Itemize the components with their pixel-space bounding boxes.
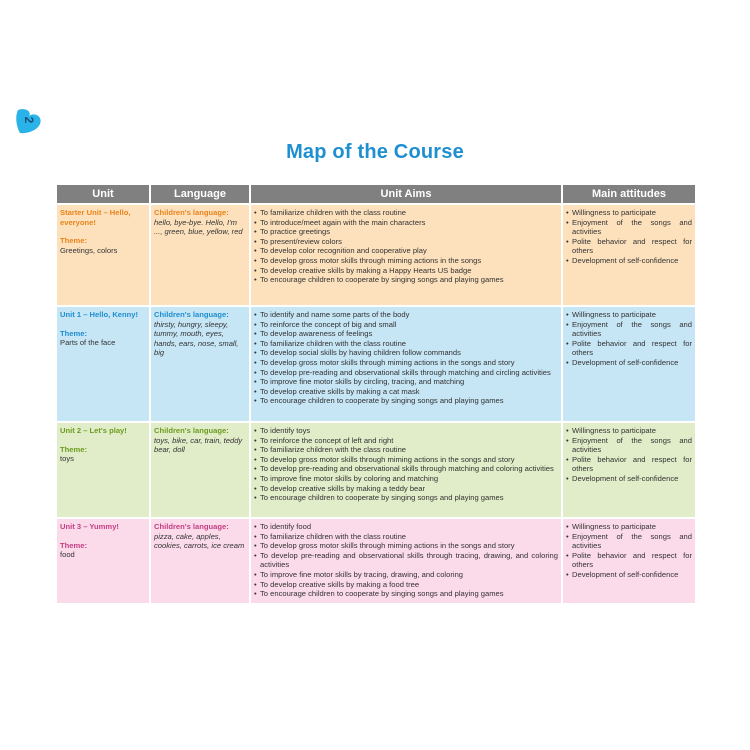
- aim-item: • To present/review colors: [254, 237, 558, 247]
- language-label: Children's language:: [154, 426, 229, 435]
- aim-item: • To familiarize children with the class routine: [254, 208, 558, 218]
- attitudes-cell: [563, 205, 695, 305]
- aim-item: • To improve fine motor skills by coloring and matching: [254, 474, 558, 484]
- language-cell: [151, 205, 249, 305]
- unit-name: Unit 3 – Yummy!: [60, 522, 119, 531]
- aim-item: • To develop pre-reading and observational skills through matching and coloring activities: [254, 464, 558, 474]
- aim-item: • To encourage children to cooperate by singing songs and playing games: [254, 275, 558, 285]
- attitude-item: • Enjoyment of the songs and activities: [566, 320, 692, 339]
- aim-item: • To improve fine motor skills by circling, tracing, and matching: [254, 377, 558, 387]
- attitude-item: • Willingness to participate: [566, 208, 692, 218]
- attitudes-list: [566, 310, 692, 368]
- attitude-item: • Enjoyment of the songs and activities: [566, 436, 692, 455]
- aim-item: • To encourage children to cooperate by singing songs and playing games: [254, 589, 558, 599]
- header-main-attitudes: Main attitudes: [563, 185, 695, 203]
- language-value: pizza, cake, apples, cookies, carrots, ice cream: [154, 531, 245, 551]
- language-value: toys, bike, car, train, teddy bear, doll: [154, 435, 243, 455]
- aim-item: • To introduce/meet again with the main characters: [254, 218, 558, 228]
- attitude-item: • Polite behavior and respect for others: [566, 339, 692, 358]
- table-row-unit-2: [57, 423, 695, 517]
- page-number-badge: [14, 106, 44, 136]
- aim-item: • To improve fine motor skills by tracing, drawing, and coloring: [254, 570, 558, 580]
- aim-item: • To develop gross motor skills through miming actions in the songs and story: [254, 541, 558, 551]
- aim-item: • To identify and name some parts of the body: [254, 310, 558, 320]
- language-label: Children's language:: [154, 522, 229, 531]
- aim-item: • To practice greetings: [254, 227, 558, 237]
- table-row-starter-unit: [57, 205, 695, 305]
- aim-item: • To develop social skills by having children follow commands: [254, 348, 558, 358]
- language-cell: [151, 307, 249, 421]
- header-unit-aims: Unit Aims: [251, 185, 561, 203]
- attitude-item: • Willingness to participate: [566, 426, 692, 436]
- aim-item: • To develop gross motor skills through miming actions in the songs: [254, 256, 558, 266]
- attitudes-list: [566, 426, 692, 484]
- attitude-item: • Enjoyment of the songs and activities: [566, 218, 692, 237]
- attitudes-cell: [563, 307, 695, 421]
- language-label: Children's language:: [154, 310, 229, 319]
- table-header-row: [57, 185, 695, 203]
- language-cell: [151, 423, 249, 517]
- unit-cell: [57, 307, 149, 421]
- aim-item: • To develop creative skills by making a food tree: [254, 580, 558, 590]
- attitude-item: • Enjoyment of the songs and activities: [566, 532, 692, 551]
- attitude-item: • Development of self-confidence: [566, 474, 692, 484]
- aim-item: • To reinforce the concept of left and right: [254, 436, 558, 446]
- attitude-item: • Development of self-confidence: [566, 256, 692, 266]
- attitudes-list: [566, 208, 692, 266]
- attitude-item: • Willingness to participate: [566, 522, 692, 532]
- aims-cell: [251, 307, 561, 421]
- theme-value: food: [60, 550, 75, 560]
- aim-item: • To identify food: [254, 522, 558, 532]
- attitude-item: • Development of self-confidence: [566, 570, 692, 580]
- course-map-table: [55, 183, 697, 605]
- aim-item: • To reinforce the concept of big and small: [254, 320, 558, 330]
- unit-name: Starter Unit – Hello, everyone!: [60, 208, 131, 227]
- aim-item: • To encourage children to cooperate by singing songs and playing games: [254, 493, 558, 503]
- attitude-item: • Willingness to participate: [566, 310, 692, 320]
- theme-label: Theme:: [60, 444, 88, 454]
- language-label: Children's language:: [154, 208, 229, 217]
- aim-item: • To develop pre-reading and observational skills through tracing, drawing, and coloring activities: [254, 551, 558, 570]
- unit-cell: [57, 205, 149, 305]
- aim-item: • To develop pre-reading and observational skills through matching and circling activities: [254, 368, 558, 378]
- aim-item: • To develop creative skills by making a teddy bear: [254, 484, 558, 494]
- attitude-item: • Polite behavior and respect for others: [566, 455, 692, 474]
- header-unit: Unit: [57, 185, 149, 203]
- unit-name: Unit 1 – Hello, Kenny!: [60, 310, 139, 319]
- aims-list: [254, 208, 558, 285]
- aim-item: • To develop creative skills by making a cat mask: [254, 387, 558, 397]
- page-number: 2: [22, 116, 36, 124]
- aims-list: [254, 522, 558, 599]
- attitudes-cell: [563, 519, 695, 603]
- aim-item: • To develop gross motor skills through miming actions in the songs and story: [254, 358, 558, 368]
- aim-item: • To encourage children to cooperate by singing songs and playing games: [254, 396, 558, 406]
- aim-item: • To familiarize children with the class routine: [254, 339, 558, 349]
- aims-list: [254, 310, 558, 406]
- aim-item: • To identify toys: [254, 426, 558, 436]
- language-cell: [151, 519, 249, 603]
- theme-value: toys: [60, 454, 74, 464]
- aims-list: [254, 426, 558, 503]
- theme-value: Greetings, colors: [60, 245, 118, 255]
- header-language: Language: [151, 185, 249, 203]
- aim-item: • To familiarize children with the class routine: [254, 445, 558, 455]
- language-value: hello, bye-bye. Hello, I'm ..., green, blue, yellow, red: [154, 217, 243, 237]
- aim-item: • To develop creative skills by making a Happy Hearts US badge: [254, 266, 558, 276]
- attitudes-cell: [563, 423, 695, 517]
- unit-cell: [57, 423, 149, 517]
- attitude-item: • Polite behavior and respect for others: [566, 551, 692, 570]
- attitudes-list: [566, 522, 692, 580]
- aim-item: • To familiarize children with the class routine: [254, 532, 558, 542]
- aim-item: • To develop gross motor skills through miming actions in the songs and story: [254, 455, 558, 465]
- theme-label: Theme:: [60, 236, 88, 246]
- theme-value: Parts of the face: [60, 338, 116, 348]
- aims-cell: [251, 519, 561, 603]
- aim-item: • To develop color recognition and cooperative play: [254, 246, 558, 256]
- aims-cell: [251, 205, 561, 305]
- aims-cell: [251, 423, 561, 517]
- aim-item: • To develop awareness of feelings: [254, 329, 558, 339]
- language-value: thirsty, hungry, sleepy, tummy, mouth, eyes, hands, ears, nose, small, big: [154, 319, 239, 358]
- theme-label: Theme:: [60, 328, 88, 338]
- table-row-unit-1: [57, 307, 695, 421]
- theme-label: Theme:: [60, 540, 88, 550]
- unit-cell: [57, 519, 149, 603]
- unit-name: Unit 2 – Let's play!: [60, 426, 127, 435]
- attitude-item: • Polite behavior and respect for others: [566, 237, 692, 256]
- attitude-item: • Development of self-confidence: [566, 358, 692, 368]
- page-title: Map of the Course: [286, 141, 464, 163]
- table-row-unit-3: [57, 519, 695, 603]
